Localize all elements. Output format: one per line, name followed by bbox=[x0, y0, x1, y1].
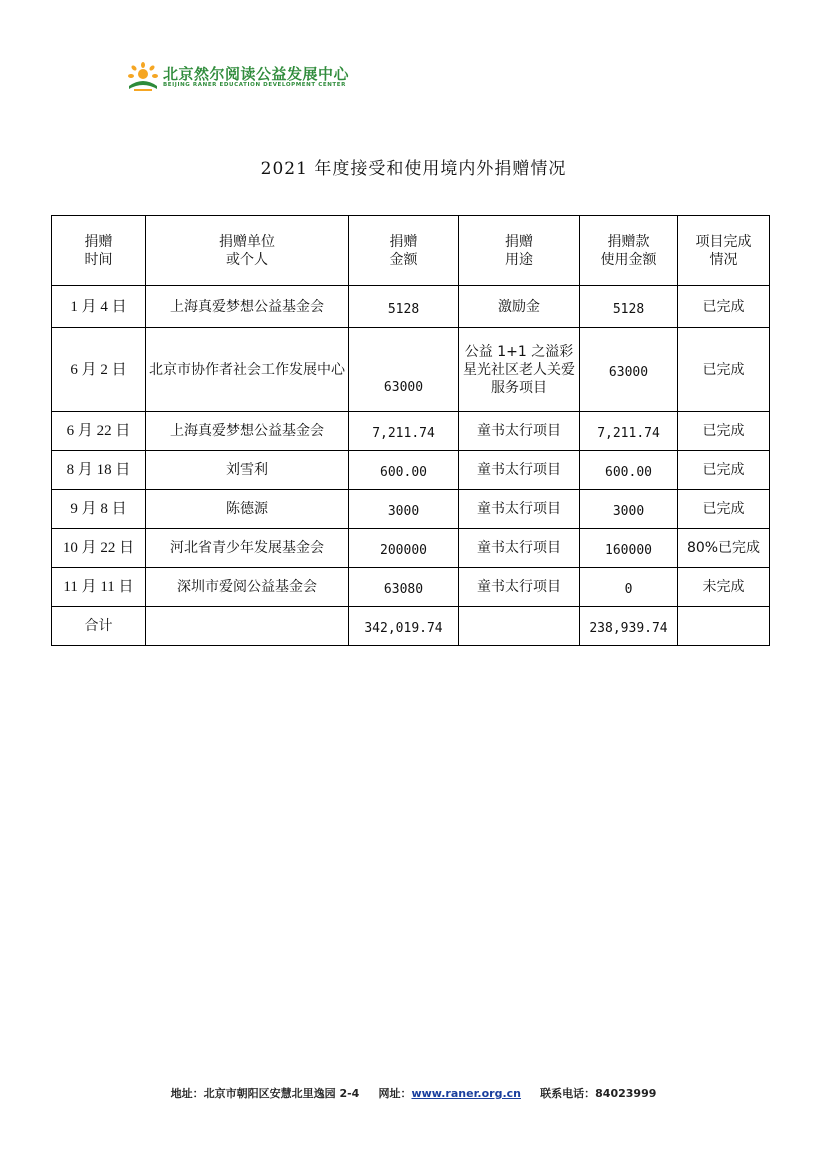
footer-website-label: 网址： bbox=[378, 1087, 412, 1100]
cell-date: 6 月 2 日 bbox=[52, 328, 146, 412]
cell-status: 已完成 bbox=[678, 412, 770, 451]
header-amount: 捐赠 金额 bbox=[349, 216, 459, 286]
cell-purpose: 童书太行项目 bbox=[459, 451, 580, 490]
cell-donor: 北京市协作者社会工作发展中心 bbox=[146, 328, 349, 412]
organization-name-en: BEIJING RANER EDUCATION DEVELOPMENT CENTER bbox=[163, 82, 346, 88]
cell-amount: 600.00 bbox=[349, 451, 459, 490]
sun-logo-icon bbox=[126, 62, 160, 92]
table-total-row bbox=[52, 607, 770, 646]
cell-donor: 深圳市爱阅公益基金会 bbox=[146, 568, 349, 607]
cell-empty bbox=[459, 607, 580, 646]
cell-used: 63000 bbox=[580, 328, 678, 412]
cell-purpose: 童书太行项目 bbox=[459, 568, 580, 607]
footer-address: 地址：北京市朝阳区安慧北里逸园 2-4 bbox=[170, 1087, 360, 1100]
header-status: 项目完成 情况 bbox=[678, 216, 770, 286]
cell-used: 600.00 bbox=[580, 451, 678, 490]
cell-empty bbox=[146, 607, 349, 646]
cell-amount: 7,211.74 bbox=[349, 412, 459, 451]
cell-status: 已完成 bbox=[678, 328, 770, 412]
table-header-row bbox=[52, 216, 770, 286]
cell-purpose: 童书太行项目 bbox=[459, 490, 580, 529]
cell-status: 已完成 bbox=[678, 490, 770, 529]
cell-donor: 上海真爱梦想公益基金会 bbox=[146, 286, 349, 328]
table-row bbox=[52, 286, 770, 328]
organization-name: 北京然尔阅读公益发展中心 bbox=[163, 65, 350, 83]
header-used: 捐赠款 使用金额 bbox=[580, 216, 678, 286]
cell-amount: 3000 bbox=[349, 490, 459, 529]
cell-date: 6 月 22 日 bbox=[52, 412, 146, 451]
cell-date: 10 月 22 日 bbox=[52, 529, 146, 568]
donation-table bbox=[51, 215, 770, 646]
cell-purpose: 公益 1+1 之溢彩星光社区老人关爱服务项目 bbox=[459, 328, 580, 412]
table-row bbox=[52, 451, 770, 490]
cell-used: 7,211.74 bbox=[580, 412, 678, 451]
cell-status: 已完成 bbox=[678, 451, 770, 490]
cell-donor: 陈德源 bbox=[146, 490, 349, 529]
cell-empty bbox=[678, 607, 770, 646]
cell-purpose: 童书太行项目 bbox=[459, 529, 580, 568]
header-donor: 捐赠单位 或个人 bbox=[146, 216, 349, 286]
cell-amount: 5128 bbox=[349, 286, 459, 328]
cell-total-amount: 342,019.74 bbox=[349, 607, 459, 646]
header-purpose: 捐赠 用途 bbox=[459, 216, 580, 286]
cell-used: 160000 bbox=[580, 529, 678, 568]
cell-used: 3000 bbox=[580, 490, 678, 529]
cell-donor: 刘雪利 bbox=[146, 451, 349, 490]
header-date: 捐赠 时间 bbox=[52, 216, 146, 286]
footer-phone: 联系电话：84023999 bbox=[540, 1087, 657, 1100]
logo bbox=[126, 60, 366, 94]
cell-status: 未完成 bbox=[678, 568, 770, 607]
cell-amount: 200000 bbox=[349, 529, 459, 568]
cell-amount: 63080 bbox=[349, 568, 459, 607]
table-row bbox=[52, 490, 770, 529]
cell-date: 1 月 4 日 bbox=[52, 286, 146, 328]
cell-status: 已完成 bbox=[678, 286, 770, 328]
cell-donor: 河北省青少年发展基金会 bbox=[146, 529, 349, 568]
cell-used: 0 bbox=[580, 568, 678, 607]
table-row bbox=[52, 328, 770, 412]
cell-purpose: 童书太行项目 bbox=[459, 412, 580, 451]
cell-amount: 63000 bbox=[349, 328, 459, 412]
cell-purpose: 激励金 bbox=[459, 286, 580, 328]
table-row bbox=[52, 568, 770, 607]
cell-status: 80%已完成 bbox=[678, 529, 770, 568]
cell-date: 8 月 18 日 bbox=[52, 451, 146, 490]
page-title: 2021 年度接受和使用境内外捐赠情况 bbox=[260, 159, 567, 179]
cell-used: 5128 bbox=[580, 286, 678, 328]
footer-website-link[interactable]: www.raner.org.cn bbox=[411, 1087, 521, 1100]
cell-total-used: 238,939.74 bbox=[580, 607, 678, 646]
cell-date: 11 月 11 日 bbox=[52, 568, 146, 607]
table-row bbox=[52, 412, 770, 451]
footer bbox=[0, 1085, 827, 1101]
table-row bbox=[52, 529, 770, 568]
cell-donor: 上海真爱梦想公益基金会 bbox=[146, 412, 349, 451]
cell-total-label: 合计 bbox=[52, 607, 146, 646]
cell-date: 9 月 8 日 bbox=[52, 490, 146, 529]
